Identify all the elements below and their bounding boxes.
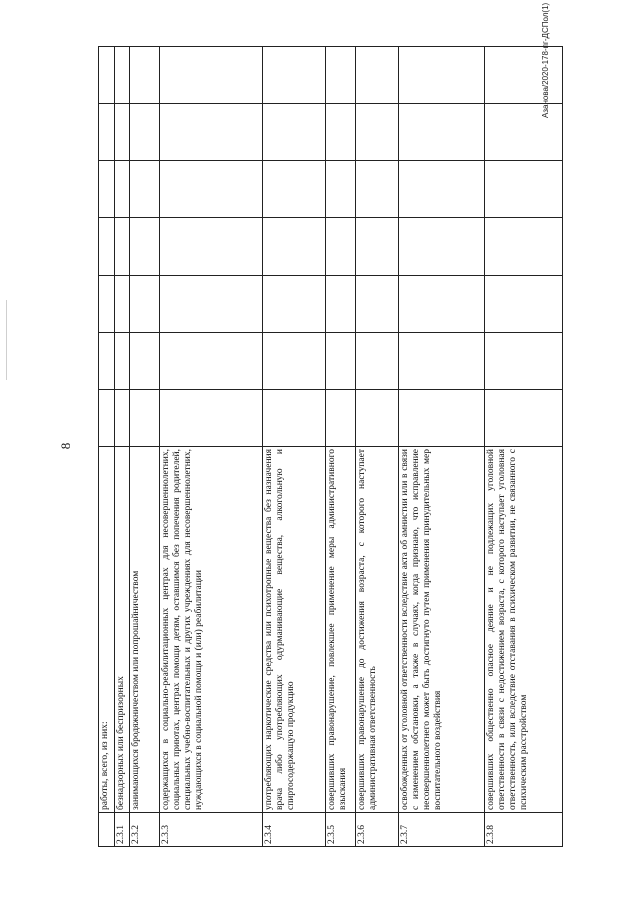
value-cell	[485, 332, 563, 389]
value-cell	[99, 389, 115, 446]
row-number: 2.3.8	[485, 813, 563, 847]
document-id-footer: Азанова/2020-178-пг-ДСПол(1)	[541, 2, 550, 118]
value-cell	[485, 161, 563, 218]
value-cell	[356, 218, 399, 275]
page-number: 8	[58, 442, 73, 450]
table-row	[160, 47, 263, 847]
value-cell	[326, 275, 356, 332]
row-description: совершивших правонарушение до достижения возраста, с которого наступает административная ответственность	[356, 447, 399, 813]
value-cell	[99, 161, 115, 218]
value-cell	[326, 218, 356, 275]
value-cell	[263, 218, 326, 275]
value-cell	[115, 218, 130, 275]
value-cell	[160, 218, 263, 275]
value-cell	[160, 47, 263, 104]
value-cell	[399, 161, 485, 218]
value-cell	[130, 104, 160, 161]
table-row	[399, 47, 485, 847]
value-cell	[356, 47, 399, 104]
value-cell	[326, 104, 356, 161]
value-cell	[263, 47, 326, 104]
value-cell	[130, 218, 160, 275]
row-number: 2.3.2	[130, 813, 160, 847]
value-cell	[263, 332, 326, 389]
table-row	[485, 47, 563, 847]
table-row	[99, 47, 115, 847]
value-cell	[130, 275, 160, 332]
value-cell	[356, 104, 399, 161]
value-cell	[115, 275, 130, 332]
row-description: совершивших правонарушение, повлекшее применение меры административного взыскания	[326, 447, 356, 813]
value-cell	[356, 161, 399, 218]
value-cell	[326, 47, 356, 104]
value-cell	[130, 161, 160, 218]
value-cell	[399, 332, 485, 389]
value-cell	[99, 218, 115, 275]
row-number: 2.3.5	[326, 813, 356, 847]
value-cell	[99, 104, 115, 161]
value-cell	[99, 332, 115, 389]
row-description: освобожденных от уголовной ответственности вследствие акта об амнистии или в связи с изменением обстановки, а также в случаях, когда признано, что исправление несовершеннолетнего может быть достигнуто путем применения принудительных мер воспитательного воздействия	[399, 447, 485, 813]
value-cell	[263, 389, 326, 446]
statistics-table-container	[98, 47, 546, 847]
row-number: 2.3.3	[160, 813, 263, 847]
value-cell	[263, 275, 326, 332]
value-cell	[115, 389, 130, 446]
value-cell	[99, 275, 115, 332]
row-number: 2.3.4	[263, 813, 326, 847]
row-description: занимающихся бродяжничеством или попрошайничеством	[130, 447, 160, 813]
value-cell	[356, 275, 399, 332]
value-cell	[399, 275, 485, 332]
value-cell	[99, 47, 115, 104]
value-cell	[160, 389, 263, 446]
scan-margin-mark	[6, 300, 7, 380]
value-cell	[356, 332, 399, 389]
value-cell	[115, 332, 130, 389]
row-description: содержащихся в социально-реабилитационных центрах для несовершеннолетних, социальных приютах, центрах помощи детям, оставшимся без попечения родителей, специальных учебно-воспитательных и других учреждениях для несовершеннолетних, нуждающихся в социальной помощи и (или) реабилитации	[160, 447, 263, 813]
value-cell	[130, 332, 160, 389]
value-cell	[130, 47, 160, 104]
value-cell	[160, 332, 263, 389]
statistics-table	[98, 46, 563, 847]
row-number: 2.3.7	[399, 813, 485, 847]
value-cell	[160, 104, 263, 161]
table-row	[115, 47, 130, 847]
value-cell	[485, 104, 563, 161]
value-cell	[160, 275, 263, 332]
value-cell	[399, 47, 485, 104]
value-cell	[160, 161, 263, 218]
value-cell	[130, 389, 160, 446]
value-cell	[263, 161, 326, 218]
value-cell	[115, 104, 130, 161]
row-description: употребляющих наркотические средства или психотропные вещества без назначения врача либо употребляющих одурманивающие вещества, алкогольную и спиртосодержащую продукцию	[263, 447, 326, 813]
value-cell	[326, 389, 356, 446]
value-cell	[326, 161, 356, 218]
table-row	[356, 47, 399, 847]
row-number: 2.3.1	[115, 813, 130, 847]
row-description: совершивших общественно опасное деяние и не подлежащих уголовной ответственности в связи с недостижением возраста, с которого наступает уголовная ответственность, или вследствие отставания в психическом развитии, не связанного с психическим расстройством	[485, 447, 563, 813]
value-cell	[485, 275, 563, 332]
row-number	[99, 813, 115, 847]
table-row	[326, 47, 356, 847]
row-description: работы, всего, из них:	[99, 447, 115, 813]
value-cell	[399, 104, 485, 161]
table-row	[130, 47, 160, 847]
row-number: 2.3.6	[356, 813, 399, 847]
value-cell	[485, 218, 563, 275]
value-cell	[399, 389, 485, 446]
value-cell	[263, 104, 326, 161]
value-cell	[326, 332, 356, 389]
table-row	[263, 47, 326, 847]
value-cell	[356, 389, 399, 446]
value-cell	[115, 47, 130, 104]
row-description: безнадзорных или беспризорных	[115, 447, 130, 813]
value-cell	[485, 389, 563, 446]
value-cell	[115, 161, 130, 218]
value-cell	[399, 218, 485, 275]
value-cell	[485, 47, 563, 104]
